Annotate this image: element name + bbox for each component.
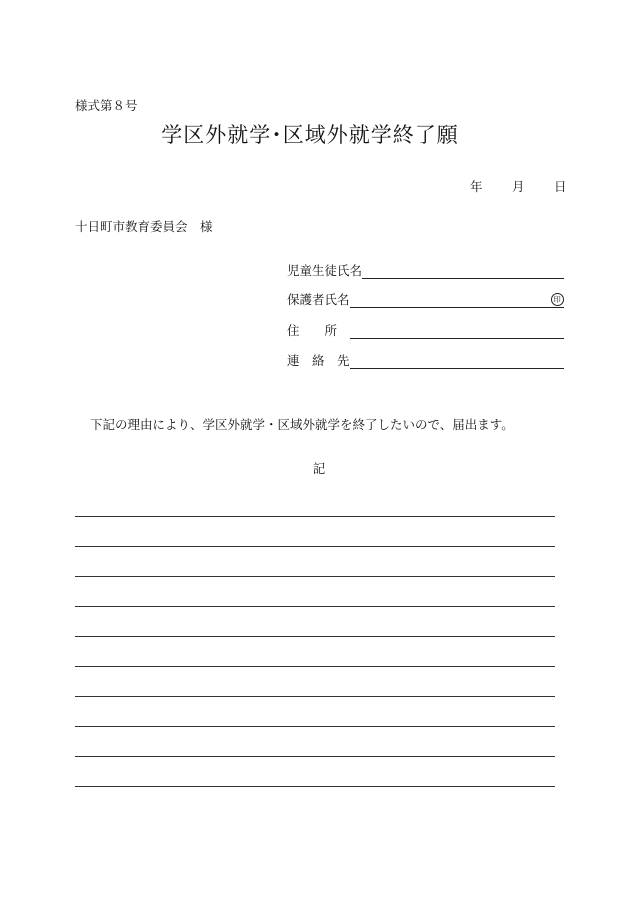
reason-line[interactable] <box>75 756 555 757</box>
reason-line[interactable] <box>75 636 555 637</box>
date-month-label: 月 <box>512 179 525 194</box>
date-row <box>470 177 567 195</box>
reason-line[interactable] <box>75 516 555 517</box>
date-day-label: 日 <box>554 179 567 194</box>
reason-line[interactable] <box>75 696 555 697</box>
form-number: 様式第８号 <box>75 98 138 113</box>
document-title: 学区外就学･区域外就学終了願 <box>161 123 459 147</box>
seal-mark: 印 <box>551 293 564 306</box>
reason-line[interactable] <box>75 546 555 547</box>
reason-line[interactable] <box>75 786 555 787</box>
address-line[interactable] <box>350 324 564 339</box>
field-label-guardian-name: 保護者氏名 <box>287 292 350 307</box>
reason-line[interactable] <box>75 726 555 727</box>
student-name-line[interactable] <box>362 264 564 279</box>
reason-lines <box>75 516 555 816</box>
field-contact <box>287 351 564 369</box>
body-text: 下記の理由により、学区外就学・区域外就学を終了したいので、届出ます。 <box>90 417 514 432</box>
field-address <box>287 321 564 339</box>
field-label-student-name: 児童生徒氏名 <box>287 263 363 278</box>
field-label-address: 住 所 <box>287 323 338 338</box>
field-label-contact: 連 絡 先 <box>287 353 350 368</box>
reason-line[interactable] <box>75 666 555 667</box>
ki-heading: 記 <box>312 461 326 476</box>
reason-line[interactable] <box>75 606 555 607</box>
guardian-name-line[interactable] <box>350 293 564 308</box>
contact-line[interactable] <box>350 354 564 369</box>
addressee: 十日町市教育委員会 様 <box>75 219 213 234</box>
field-guardian-name <box>287 290 564 308</box>
reason-line[interactable] <box>75 576 555 577</box>
date-year-label: 年 <box>470 179 483 194</box>
field-student-name <box>287 261 564 279</box>
